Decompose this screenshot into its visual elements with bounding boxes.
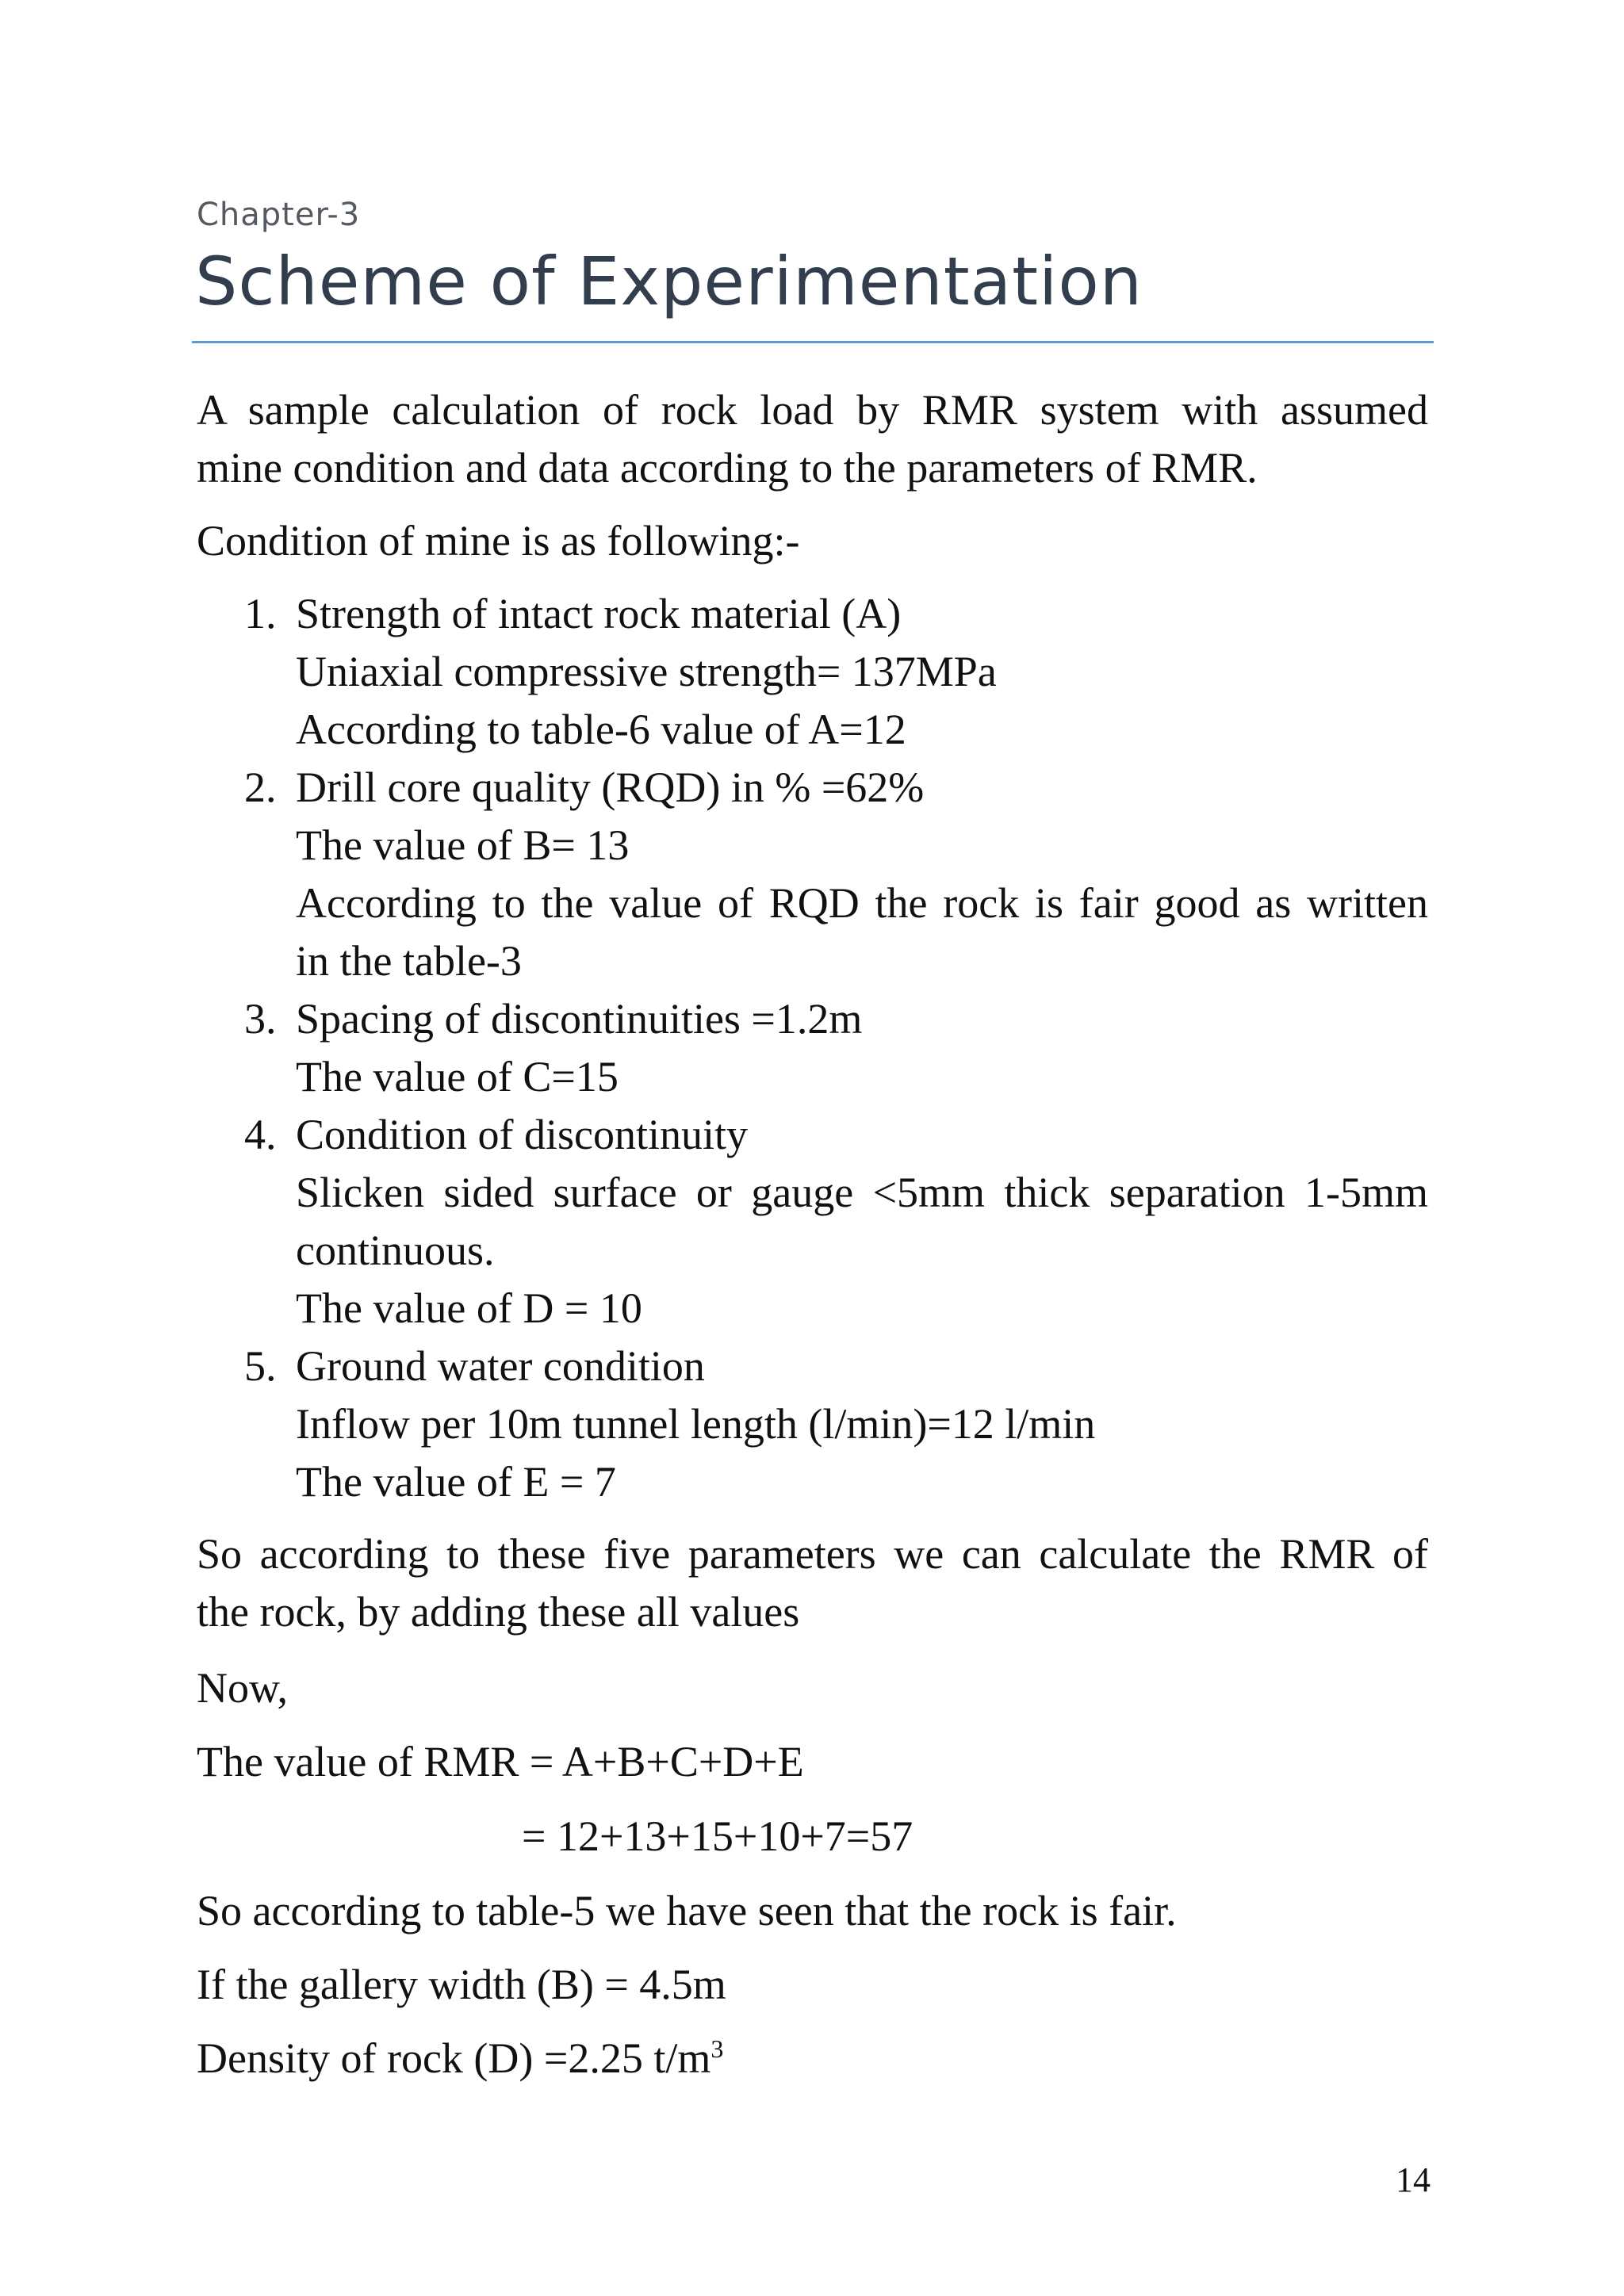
intro-line-1: A sample calculation of rock load by RMR system with assumed	[197, 386, 1428, 434]
list-line: According to table-6 value of A=12	[296, 706, 906, 753]
list-line: Spacing of discontinuities =1.2m	[296, 995, 863, 1043]
list-line: Ground water condition	[296, 1342, 705, 1390]
rmr-result: = 12+13+15+10+7=57	[522, 1812, 914, 1860]
list-line: The value of B= 13	[296, 821, 630, 869]
density-value: Density of rock (D) =2.25 t/m	[197, 2034, 711, 2082]
list-line: Strength of intact rock material (A)	[296, 590, 902, 637]
intro-line-2: mine condition and data according to the parameters of RMR.	[197, 444, 1258, 492]
conclusion-text: So according to table-5 we have seen that the rock is fair.	[197, 1887, 1177, 1934]
summary-line-1: So according to these five parameters we can calculate the RMR of	[197, 1530, 1428, 1578]
list-line: According to the value of RQD the rock is fair good as written	[296, 879, 1428, 927]
list-number: 4.	[244, 1111, 277, 1158]
page-number: 14	[1396, 2160, 1431, 2199]
title-rule	[192, 341, 1434, 343]
list-number: 2.	[244, 763, 277, 811]
summary-line-2: the rock, by adding these all values	[197, 1588, 800, 1636]
list-line: continuous.	[296, 1226, 495, 1274]
density-text	[197, 2030, 1428, 2087]
list-line: Condition of discontinuity	[296, 1111, 749, 1158]
list-line: The value of D = 10	[296, 1284, 642, 1332]
chapter-title: Scheme of Experimentation	[195, 243, 1143, 320]
list-line: The value of E = 7	[296, 1458, 616, 1506]
list-number: 3.	[244, 995, 277, 1043]
list-line: Slicken sided surface or gauge <5mm thick separation 1-5mm	[296, 1169, 1428, 1216]
gallery-width-text: If the gallery width (B) = 4.5m	[197, 1961, 726, 2008]
list-line: in the table-3	[296, 937, 522, 985]
list-line: The value of C=15	[296, 1053, 619, 1100]
list-line: Drill core quality (RQD) in % =62%	[296, 763, 925, 811]
rmr-formula: The value of RMR = A+B+C+D+E	[197, 1738, 804, 1785]
density-exponent: 3	[710, 2034, 724, 2063]
list-line: Uniaxial compressive strength= 137MPa	[296, 648, 997, 695]
list-line: Inflow per 10m tunnel length (l/min)=12 l/min	[296, 1400, 1096, 1448]
condition-heading: Condition of mine is as following:-	[197, 517, 800, 564]
chapter-label: Chapter-3	[197, 197, 361, 233]
now-text: Now,	[197, 1664, 288, 1712]
list-number: 1.	[244, 590, 277, 637]
list-number: 5.	[244, 1342, 277, 1390]
